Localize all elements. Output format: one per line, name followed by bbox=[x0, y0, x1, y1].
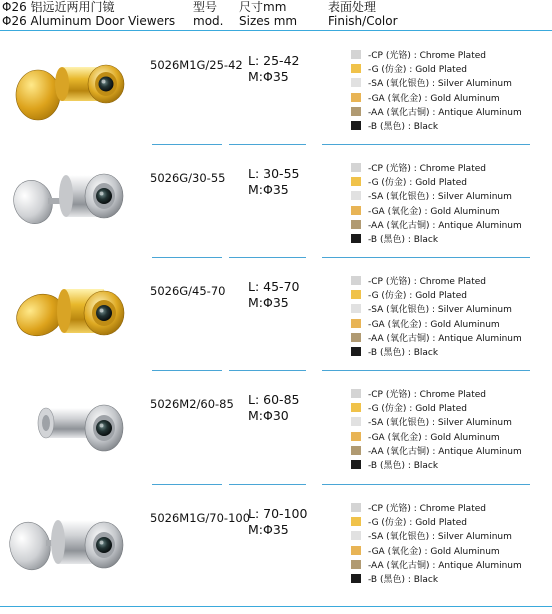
finish-label: -AA (氧化古铜) : Antique Aluminum bbox=[368, 333, 522, 344]
color-swatch bbox=[351, 417, 361, 426]
finish-item bbox=[351, 514, 522, 528]
finish-label: -CP (光铬) : Chrome Plated bbox=[368, 276, 486, 287]
row-divider bbox=[152, 144, 222, 145]
size-mount: M:Φ35 bbox=[248, 295, 289, 310]
model-number: 5026G/45-70 bbox=[150, 284, 226, 298]
color-swatch bbox=[351, 560, 361, 569]
finish-list bbox=[351, 386, 522, 472]
size-spec bbox=[248, 506, 307, 538]
finish-item bbox=[351, 330, 522, 344]
model-number: 5026M2/60-85 bbox=[150, 397, 234, 411]
color-swatch bbox=[351, 220, 361, 229]
size-spec bbox=[248, 166, 299, 198]
finish-label: -B (黑色) : Black bbox=[368, 461, 439, 472]
finish-label: -GA (氧化金) : Gold Aluminum bbox=[368, 93, 500, 104]
color-swatch bbox=[351, 389, 361, 398]
finish-label: -CP (光铬) : Chrome Plated bbox=[368, 163, 486, 174]
finish-list bbox=[351, 160, 522, 246]
color-swatch bbox=[351, 64, 361, 73]
color-swatch bbox=[351, 163, 361, 172]
model-number: 5026M1G/25-42 bbox=[150, 58, 243, 72]
finish-label: -B (黑色) : Black bbox=[368, 348, 439, 359]
finish-label: -GA (氧化金) : Gold Aluminum bbox=[368, 432, 500, 443]
finish-item bbox=[351, 203, 522, 217]
header-size-en: Sizes mm bbox=[239, 14, 298, 28]
finish-item bbox=[351, 47, 522, 61]
finish-label: -GA (氧化金) : Gold Aluminum bbox=[368, 206, 500, 217]
finish-item bbox=[351, 457, 522, 471]
finish-label: -GA (氧化金) : Gold Aluminum bbox=[368, 546, 500, 557]
header-model-cn: 型号 bbox=[193, 0, 218, 14]
row-divider bbox=[229, 144, 306, 145]
finish-list bbox=[351, 47, 522, 133]
viewer-silver-icon bbox=[0, 376, 140, 476]
color-swatch bbox=[351, 503, 361, 512]
header-finish bbox=[328, 0, 398, 28]
finish-item bbox=[351, 76, 522, 90]
finish-item bbox=[351, 571, 522, 585]
finish-item bbox=[351, 557, 522, 571]
footer-divider bbox=[0, 606, 552, 607]
color-swatch bbox=[351, 304, 361, 313]
row-divider bbox=[229, 370, 306, 371]
finish-item bbox=[351, 287, 522, 301]
header-size-cn: 尺寸mm bbox=[239, 0, 287, 14]
viewer-silver-with-cover-icon bbox=[0, 150, 140, 250]
size-mount: M:Φ30 bbox=[248, 408, 289, 423]
color-swatch bbox=[351, 531, 361, 540]
model-number: 5026G/30-55 bbox=[150, 171, 226, 185]
color-swatch bbox=[351, 574, 361, 583]
row-divider bbox=[322, 370, 530, 371]
size-length: L: 60-85 bbox=[248, 392, 300, 407]
size-spec bbox=[248, 392, 299, 424]
finish-label: -CP (光铬) : Chrome Plated bbox=[368, 50, 486, 61]
finish-item bbox=[351, 273, 522, 287]
finish-item bbox=[351, 386, 522, 400]
finish-label: -SA (氧化银色) : Silver Aluminum bbox=[368, 305, 512, 316]
finish-item bbox=[351, 90, 522, 104]
row-divider bbox=[152, 484, 222, 485]
header-size bbox=[239, 0, 297, 28]
header-title bbox=[2, 0, 175, 28]
color-swatch bbox=[351, 206, 361, 215]
color-swatch bbox=[351, 546, 361, 555]
header-finish-cn: 表面处理 bbox=[328, 0, 377, 14]
color-swatch bbox=[351, 347, 361, 356]
row-divider bbox=[322, 257, 530, 258]
product-row bbox=[0, 257, 552, 370]
finish-list bbox=[351, 500, 522, 586]
finish-label: -AA (氧化古铜) : Antique Aluminum bbox=[368, 107, 522, 118]
row-divider bbox=[322, 144, 530, 145]
size-length: L: 25-42 bbox=[248, 53, 300, 68]
size-spec bbox=[248, 279, 299, 311]
row-divider bbox=[322, 484, 530, 485]
product-row bbox=[0, 31, 552, 144]
color-swatch bbox=[351, 50, 361, 59]
row-divider bbox=[152, 370, 222, 371]
finish-item bbox=[351, 543, 522, 557]
viewer-gold-with-cover-icon bbox=[0, 263, 140, 363]
row-divider bbox=[229, 484, 306, 485]
size-mount: M:Φ35 bbox=[248, 69, 289, 84]
finish-item bbox=[351, 415, 522, 429]
size-mount: M:Φ35 bbox=[248, 182, 289, 197]
finish-label: -B (黑色) : Black bbox=[368, 575, 439, 586]
color-swatch bbox=[351, 290, 361, 299]
size-length: L: 30-55 bbox=[248, 166, 300, 181]
color-swatch bbox=[351, 234, 361, 243]
finish-item bbox=[351, 61, 522, 75]
viewer-gold-with-cover-icon bbox=[0, 37, 140, 137]
finish-label: -AA (氧化古铜) : Antique Aluminum bbox=[368, 220, 522, 231]
finish-label: -SA (氧化银色) : Silver Aluminum bbox=[368, 79, 512, 90]
finish-item bbox=[351, 231, 522, 245]
color-swatch bbox=[351, 517, 361, 526]
finish-item bbox=[351, 174, 522, 188]
finish-label: -G (仿金) : Gold Plated bbox=[368, 517, 467, 528]
color-swatch bbox=[351, 78, 361, 87]
finish-item bbox=[351, 160, 522, 174]
color-swatch bbox=[351, 319, 361, 328]
finish-item bbox=[351, 500, 522, 514]
header-model-en: mod. bbox=[193, 14, 224, 28]
size-mount: M:Φ35 bbox=[248, 522, 289, 537]
header-title-cn: Φ26 铝远近两用门镜 bbox=[2, 0, 115, 14]
color-swatch bbox=[351, 93, 361, 102]
finish-item bbox=[351, 189, 522, 203]
finish-label: -B (黑色) : Black bbox=[368, 235, 439, 246]
row-divider bbox=[152, 257, 222, 258]
color-swatch bbox=[351, 177, 361, 186]
header-model bbox=[193, 0, 223, 28]
finish-label: -AA (氧化古铜) : Antique Aluminum bbox=[368, 560, 522, 571]
row-divider bbox=[229, 257, 306, 258]
product-row bbox=[0, 370, 552, 483]
header-finish-en: Finish/Color bbox=[328, 14, 398, 28]
finish-label: -G (仿金) : Gold Plated bbox=[368, 177, 467, 188]
finish-label: -GA (氧化金) : Gold Aluminum bbox=[368, 319, 500, 330]
finish-item bbox=[351, 443, 522, 457]
size-spec bbox=[248, 53, 299, 85]
color-swatch bbox=[351, 432, 361, 441]
size-length: L: 70-100 bbox=[248, 506, 308, 521]
finish-list bbox=[351, 273, 522, 359]
color-swatch bbox=[351, 121, 361, 130]
color-swatch bbox=[351, 191, 361, 200]
finish-item bbox=[351, 302, 522, 316]
header-title-en: Φ26 Aluminum Door Viewers bbox=[2, 14, 176, 28]
finish-label: -SA (氧化银色) : Silver Aluminum bbox=[368, 418, 512, 429]
color-swatch bbox=[351, 333, 361, 342]
finish-label: -B (黑色) : Black bbox=[368, 122, 439, 133]
finish-item bbox=[351, 400, 522, 414]
finish-label: -CP (光铬) : Chrome Plated bbox=[368, 389, 486, 400]
finish-item bbox=[351, 316, 522, 330]
finish-item bbox=[351, 529, 522, 543]
finish-label: -SA (氧化银色) : Silver Aluminum bbox=[368, 192, 512, 203]
finish-label: -CP (光铬) : Chrome Plated bbox=[368, 503, 486, 514]
finish-label: -G (仿金) : Gold Plated bbox=[368, 64, 467, 75]
color-swatch bbox=[351, 276, 361, 285]
finish-item bbox=[351, 429, 522, 443]
product-row bbox=[0, 484, 552, 597]
finish-item bbox=[351, 217, 522, 231]
color-swatch bbox=[351, 460, 361, 469]
color-swatch bbox=[351, 403, 361, 412]
finish-label: -AA (氧化古铜) : Antique Aluminum bbox=[368, 446, 522, 457]
product-row bbox=[0, 144, 552, 257]
model-number: 5026M1G/70-100 bbox=[150, 511, 251, 525]
color-swatch bbox=[351, 446, 361, 455]
finish-label: -SA (氧化银色) : Silver Aluminum bbox=[368, 532, 512, 543]
size-length: L: 45-70 bbox=[248, 279, 300, 294]
finish-label: -G (仿金) : Gold Plated bbox=[368, 290, 467, 301]
finish-item bbox=[351, 104, 522, 118]
finish-item bbox=[351, 344, 522, 358]
viewer-silver-with-cover-icon bbox=[0, 490, 140, 590]
finish-item bbox=[351, 118, 522, 132]
finish-label: -G (仿金) : Gold Plated bbox=[368, 403, 467, 414]
color-swatch bbox=[351, 107, 361, 116]
